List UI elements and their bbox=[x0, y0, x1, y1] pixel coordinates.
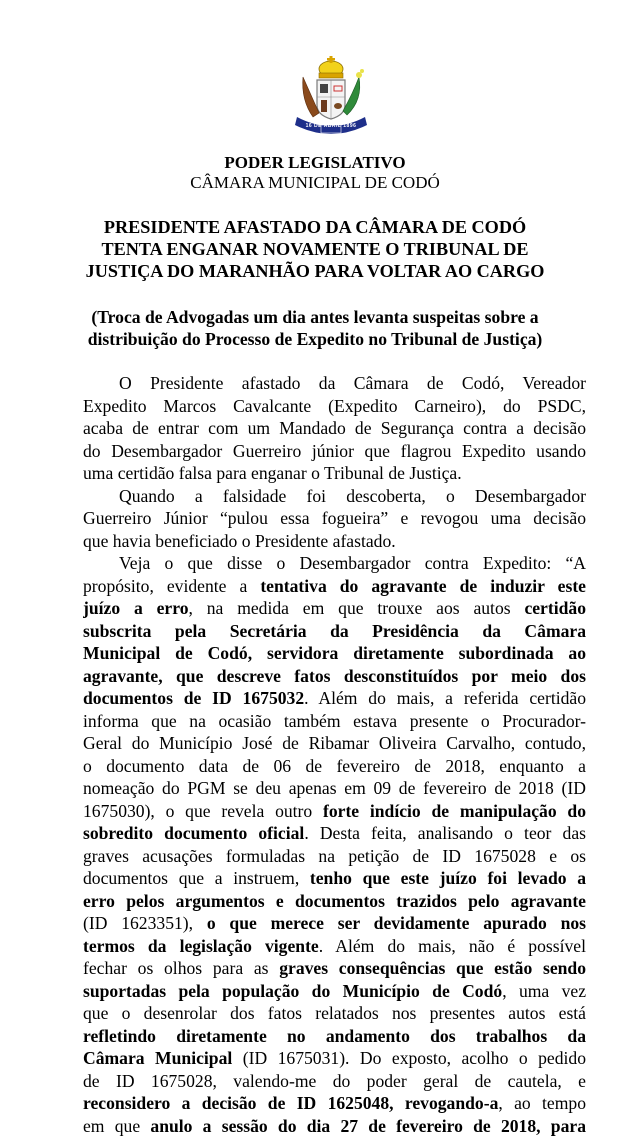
body-text: . Além do mais, não é possível bbox=[319, 936, 586, 956]
body-line bbox=[83, 980, 586, 1003]
body-text: . Além do mais, a referida certidão bbox=[304, 688, 586, 708]
body-line bbox=[83, 755, 586, 778]
body-line bbox=[83, 1092, 586, 1115]
body-text: que o desenrolar dos fatos relatados nos presentes autos está bbox=[83, 1003, 586, 1023]
body-line bbox=[83, 530, 586, 553]
body-line bbox=[83, 620, 586, 643]
body-line bbox=[83, 395, 586, 418]
body-text: que havia beneficiado o Presidente afastado. bbox=[83, 531, 396, 551]
header-poder-legislativo: PODER LEGISLATIVO bbox=[0, 153, 630, 173]
body-line bbox=[83, 552, 586, 575]
body-line bbox=[83, 440, 586, 463]
bold-text: documentos de ID 1675032 bbox=[83, 688, 304, 708]
body-text: (ID 1623351), bbox=[83, 913, 207, 933]
body-text: acaba de entrar com um Mandado de Segurança contra a decisão bbox=[83, 418, 586, 438]
body-line bbox=[83, 912, 586, 935]
body-line bbox=[83, 957, 586, 980]
headline-line-3: JUSTIÇA DO MARANHÃO PARA VOLTAR AO CARGO bbox=[0, 260, 630, 282]
body-text: 1675030), o que revela outro bbox=[83, 801, 323, 821]
body-line bbox=[83, 687, 586, 710]
bold-text: erro pelos argumentos e documentos trazidos pelo agravante bbox=[83, 891, 586, 911]
headline-line-2: TENTA ENGANAR NOVAMENTE O TRIBUNAL DE bbox=[0, 238, 630, 260]
body-line bbox=[83, 1025, 586, 1048]
body-line bbox=[83, 1002, 586, 1025]
bold-text: suportadas pela população do Município de Codó bbox=[83, 981, 502, 1001]
body-text: uma certidão falsa para enganar o Tribunal de Justiça. bbox=[83, 463, 462, 483]
body-text: o documento data de 06 de fevereiro de 2018, enquanto a bbox=[83, 756, 586, 776]
body-text: propósito, evidente a bbox=[83, 576, 260, 596]
body-line bbox=[83, 597, 586, 620]
body-line bbox=[83, 642, 586, 665]
body-text: , ao tempo bbox=[498, 1093, 586, 1113]
body-text: O Presidente afastado da Câmara de Codó, Vereador bbox=[119, 373, 586, 393]
body-text: documentos que a instruem, bbox=[83, 868, 310, 888]
bold-text: agravante, que descreve fatos desconstituídos por meio dos bbox=[83, 666, 586, 686]
article-body bbox=[83, 372, 586, 1137]
body-text: Guerreiro Júnior “pulou essa fogueira” e revogou uma decisão bbox=[83, 508, 586, 528]
body-line bbox=[83, 417, 586, 440]
body-line bbox=[83, 372, 586, 395]
body-text: Geral do Município José de Ribamar Oliveira Carvalho, contudo, bbox=[83, 733, 586, 753]
body-text: graves acusações formuladas na petição de ID 1675028 e os bbox=[83, 846, 586, 866]
bold-text: certidão bbox=[524, 598, 586, 618]
bold-text: refletindo diretamente no andamento dos trabalhos da bbox=[83, 1026, 586, 1046]
body-line bbox=[83, 732, 586, 755]
body-line bbox=[83, 710, 586, 733]
subtitle-line-2: distribuição do Processo de Expedito no Tribunal de Justiça) bbox=[0, 328, 630, 350]
body-line bbox=[83, 822, 586, 845]
body-line bbox=[83, 462, 586, 485]
body-line bbox=[83, 575, 586, 598]
body-text: Expedito Marcos Cavalcante (Expedito Carneiro), do PSDC, bbox=[83, 396, 586, 416]
body-line bbox=[83, 935, 586, 958]
body-text: de ID 1675028, valendo-me do poder geral de cautela, e bbox=[83, 1071, 586, 1091]
body-line bbox=[83, 777, 586, 800]
header-camara-municipal: CÂMARA MUNICIPAL DE CODÓ bbox=[0, 173, 630, 193]
headline-line-1: PRESIDENTE AFASTADO DA CÂMARA DE CODÓ bbox=[0, 216, 630, 238]
body-line bbox=[83, 665, 586, 688]
body-line bbox=[83, 867, 586, 890]
bold-text: Câmara Municipal bbox=[83, 1048, 232, 1068]
body-text: , uma vez bbox=[502, 981, 586, 1001]
body-line bbox=[83, 845, 586, 868]
bold-text: sobredito documento oficial bbox=[83, 823, 304, 843]
body-line bbox=[83, 1047, 586, 1070]
bold-text: termos da legislação vigente bbox=[83, 936, 319, 956]
body-text: do Desembargador Guerreiro júnior que flagrou Expedito usando bbox=[83, 441, 586, 461]
body-text: nomeação do PGM se deu apenas em 09 de fevereiro de 2018 (ID bbox=[83, 778, 586, 798]
bold-text: tentativa do agravante de induzir este bbox=[260, 576, 586, 596]
bold-text: reconsidero a decisão de ID 1625048, revogando-a bbox=[83, 1093, 498, 1113]
body-line bbox=[83, 890, 586, 913]
body-line bbox=[83, 507, 586, 530]
body-line bbox=[83, 1115, 586, 1137]
body-text: , na medida em que trouxe aos autos bbox=[189, 598, 525, 618]
logo-ribbon-text: 16 DE ABRIL 1896 bbox=[283, 123, 379, 129]
body-line bbox=[83, 485, 586, 508]
body-text: em que bbox=[83, 1116, 150, 1136]
bold-text: subscrita pela Secretária da Presidência da Câmara bbox=[83, 621, 586, 641]
bold-text: o que merece ser devidamente apurado nos bbox=[207, 913, 586, 933]
body-text: . Desta feita, analisando o teor das bbox=[304, 823, 586, 843]
bold-text: graves consequências que estão sendo bbox=[279, 958, 586, 978]
body-text: fechar os olhos para as bbox=[83, 958, 279, 978]
bold-text: forte indício de manipulação do bbox=[323, 801, 586, 821]
subtitle-line-1: (Troca de Advogadas um dia antes levanta suspeitas sobre a bbox=[0, 306, 630, 328]
coat-of-arms-logo bbox=[283, 55, 379, 137]
bold-text: anulo a sessão do dia 27 de fevereiro de 2018, para bbox=[150, 1116, 586, 1136]
body-line bbox=[83, 800, 586, 823]
body-text: Veja o que disse o Desembargador contra Expedito: “A bbox=[119, 553, 586, 573]
bold-text: juízo a erro bbox=[83, 598, 189, 618]
bold-text: tenho que este juízo foi levado a bbox=[310, 868, 586, 888]
bold-text: Municipal de Codó, servidora diretamente subordinada ao bbox=[83, 643, 586, 663]
body-text: informa que na ocasião também estava presente o Procurador- bbox=[83, 711, 586, 731]
body-line bbox=[83, 1070, 586, 1093]
body-text: (ID 1675031). Do exposto, acolho o pedido bbox=[232, 1048, 586, 1068]
body-text: Quando a falsidade foi descoberta, o Desembargador bbox=[119, 486, 586, 506]
